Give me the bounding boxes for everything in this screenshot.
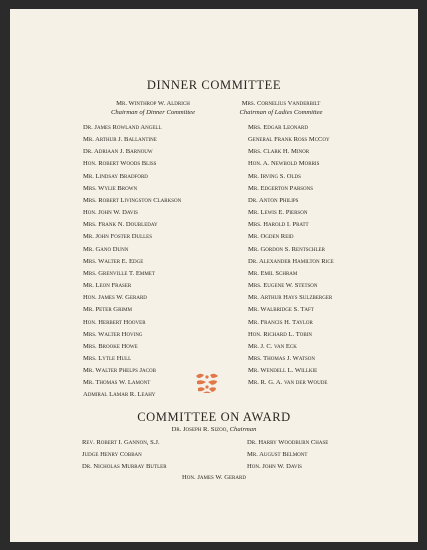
member-name: Mr. John Foster Dulles — [83, 233, 153, 241]
member-name: Hon. Herbert Hoover — [83, 318, 146, 326]
dinner-members-right — [248, 122, 334, 389]
member-name: Mr. Edgerton Parsons — [248, 184, 314, 192]
chairman-name: Mr. Winthrop W. Aldrich — [116, 100, 190, 107]
member-name: Mr. Peter Grimm — [83, 306, 132, 314]
member-name: Mrs. Walter Hoving — [83, 330, 143, 338]
member-name: Admiral Lamar R. Leahy — [83, 391, 156, 399]
member-name: Mrs. Edgar Leonard — [248, 124, 308, 131]
member-name: Dr. Harry Woodburn Chase — [247, 439, 329, 446]
chairman-name: Dr. Joseph R. Sizoo, — [171, 426, 228, 433]
chairman-role: Chairman of Dinner Committee — [110, 109, 196, 116]
chairman-role: Chairman of Ladies Committee — [239, 109, 323, 116]
member-name: Mrs. Lytle Hull — [83, 354, 132, 362]
award-members-left — [82, 437, 167, 474]
member-name: Mr. Ogden Reid — [248, 233, 294, 241]
member-name: Mr. Lewis E. Pierson — [248, 209, 308, 217]
member-name: Mrs. Clark H. Minor — [248, 148, 310, 156]
member-name: Dr. Alexander Hamilton Rice — [248, 257, 334, 265]
member-name: Mr. Thomas W. Lamont — [83, 379, 151, 387]
chairman-name: Mrs. Cornelius Vanderbilt — [241, 100, 321, 107]
member-name: Mrs. Walter E. Edge — [83, 257, 144, 265]
ornament-icon — [194, 371, 220, 395]
member-name: Mrs. Frank N. Doubleday — [83, 221, 158, 229]
award-chairman — [10, 426, 418, 433]
member-name: Mrs. Brooke Howe — [83, 342, 138, 350]
member-name: Mrs. Grenville T. Emmet — [83, 269, 155, 277]
member-name: Hon. James W. Gerard — [83, 294, 147, 302]
member-name: Mr. Arthur J. Ballantine — [83, 136, 157, 144]
member-name: Hon. Robert Woods Bliss — [83, 160, 157, 168]
member-name: Mr. Lindsay Bradford — [83, 172, 148, 180]
member-name: Mr. Arthur Hays Sulzberger — [248, 294, 333, 302]
member-name: Dr. Adriaan J. Barnouw — [83, 148, 153, 156]
member-name: Hon. John W. Davis — [247, 463, 302, 471]
member-name: Mr. Walter Phelps Jacob — [83, 367, 156, 375]
member-name: General Frank Ross McCoy — [248, 136, 330, 144]
member-name: Mrs. Harold I. Pratt — [248, 221, 309, 229]
member-name: Rev. Robert I. Gannon, S.J. — [82, 439, 160, 446]
member-name: Mr. Gordon S. Rentschler — [248, 245, 325, 253]
member-name: Hon. John W. Davis — [83, 209, 138, 217]
award-final-member: Hon. James W. Gerard — [182, 474, 246, 481]
ladies-chairman — [186, 99, 376, 117]
member-name: Dr. Anton Philips — [248, 196, 299, 204]
member-name: Mr. August Belmont — [247, 451, 308, 459]
member-name: Mrs. Wylie Brown — [83, 184, 138, 192]
chairman-role: Chairman — [229, 426, 257, 433]
program-page — [10, 9, 418, 542]
member-name: Mrs. Eugene W. Stetson — [248, 282, 318, 290]
member-name: Mr. J. C. van Eck — [248, 342, 297, 350]
award-members-right — [247, 437, 328, 474]
member-name: Mr. Francis H. Taylor — [248, 318, 313, 326]
member-name: Mr. Leon Fraser — [83, 282, 132, 290]
member-name: Mr. Irving S. Olds — [248, 172, 301, 180]
member-name: Dr. James Rowland Angell — [83, 124, 162, 131]
member-name: Hon. Richard L. Tobin — [248, 330, 312, 338]
member-name: Mr. Wendell L. Willkie — [248, 367, 318, 375]
member-name: Mr. Emil Schram — [248, 269, 298, 277]
member-name: Judge Henry Cobban — [82, 451, 142, 459]
member-name: Mr. Gano Dunn — [83, 245, 129, 253]
member-name: Mrs. Thomas J. Watson — [248, 354, 315, 362]
member-name: Mrs. Robert Livingston Clarkson — [83, 196, 182, 204]
member-name: Dr. Nicholas Murray Butler — [82, 463, 167, 471]
member-name: Mr. Walbridge S. Taft — [248, 306, 314, 314]
member-name: Mr. R. G. A. van der Woude — [248, 379, 328, 387]
member-name: Hon. A. Newbold Morris — [248, 160, 320, 168]
dinner-committee-title: DINNER COMMITTEE — [146, 78, 282, 92]
dinner-members-left — [83, 122, 181, 402]
committee-on-award-title: COMMITTEE ON AWARD — [137, 410, 291, 424]
